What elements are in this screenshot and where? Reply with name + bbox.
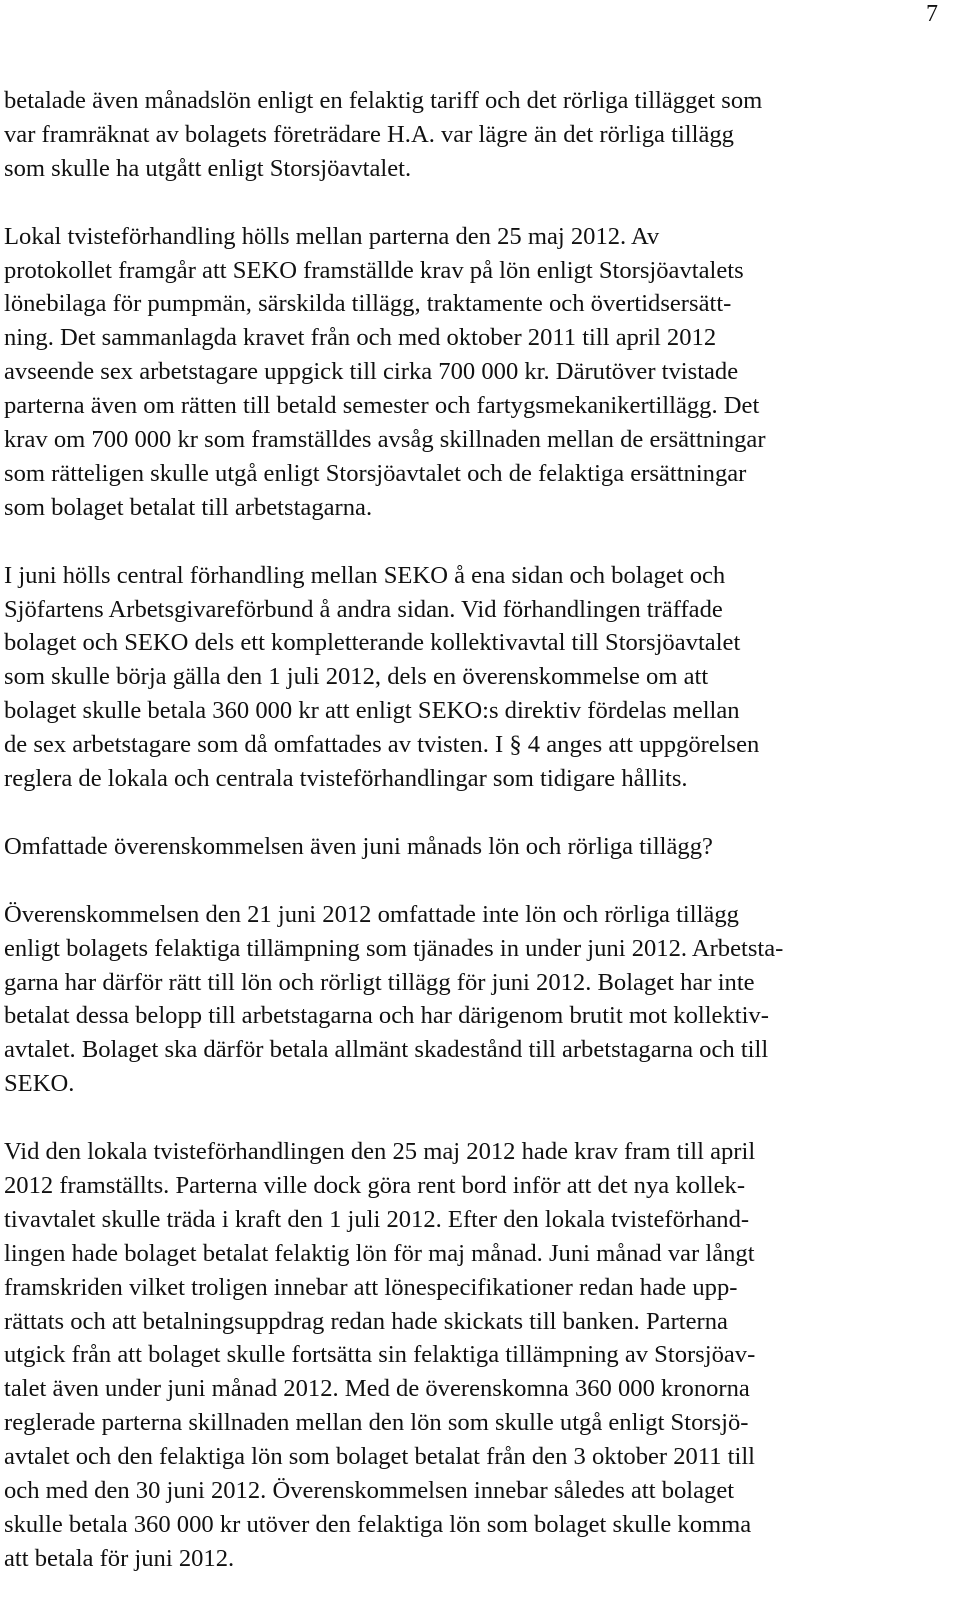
text-line: reglera de lokala och centrala tvisteförhandlingar som tidigare hållits. <box>4 765 688 793</box>
text-line: utgick från att bolaget skulle fortsätta sin felaktiga tillämpning av Storsjöav- <box>4 1341 756 1369</box>
paragraph-5 <box>4 1135 924 1576</box>
text-line: som rätteligen skulle utgå enligt Storsjöavtalet och de felaktiga ersättningar <box>4 459 747 487</box>
text-line: bolaget skulle betala 360 000 kr att enligt SEKO:s direktiv fördelas mellan <box>4 697 740 725</box>
text-line: bolaget och SEKO dels ett kompletterande kollektivavtal till Storsjöavtalet <box>4 629 741 657</box>
text-line: SEKO. <box>4 1070 75 1098</box>
text-line: protokollet framgår att SEKO framställde krav på lön enligt Storsjöavtalets <box>4 256 744 284</box>
text-line: Sjöfartens Arbetsgivareförbund å andra sidan. Vid förhandlingen träffade <box>4 595 723 623</box>
text-line: lönebilaga för pumpmän, särskilda tillägg, traktamente och övertidsersätt- <box>4 290 732 318</box>
text-line: avseende sex arbetstagare uppgick till cirka 700 000 kr. Därutöver tvistade <box>4 358 739 386</box>
text-line: garna har därför rätt till lön och rörligt tillägg för juni 2012. Bolaget har inte <box>4 968 755 996</box>
text-line: enligt bolagets felaktiga tillämpning som tjänades in under juni 2012. Arbetsta- <box>4 934 784 962</box>
document-body <box>4 84 924 1610</box>
paragraph-2 <box>4 220 924 525</box>
text-line: som skulle börja gälla den 1 juli 2012, dels en överenskommelse om att <box>4 663 709 691</box>
paragraph-4 <box>4 898 924 1101</box>
text-line: skulle betala 360 000 kr utöver den felaktiga lön som bolaget skulle komma <box>4 1510 752 1538</box>
text-line: tivavtalet skulle träda i kraft den 1 juli 2012. Efter den lokala tvisteförhand- <box>4 1205 750 1233</box>
text-line: parterna även om rätten till betald semester och fartygsmekanikertillägg. Det <box>4 392 760 420</box>
text-line: Omfattade överenskommelsen även juni månads lön och rörliga tillägg? <box>4 832 713 860</box>
text-line: betalat dessa belopp till arbetstagarna och har därigenom brutit mot kollektiv- <box>4 1002 769 1030</box>
text-line: betalade även månadslön enligt en felaktig tariff och det rörliga tillägget som <box>4 87 763 114</box>
section-question-heading <box>4 830 924 864</box>
text-line: avtalet. Bolaget ska därför betala allmänt skadestånd till arbetstagarna och till <box>4 1036 769 1064</box>
text-line: ning. Det sammanlagda kravet från och med oktober 2011 till april 2012 <box>4 324 717 352</box>
text-line: reglerade parterna skillnaden mellan den lön som skulle utgå enligt Storsjö- <box>4 1409 749 1437</box>
text-line: att betala för juni 2012. <box>4 1544 235 1572</box>
text-line: krav om 700 000 kr som framställdes avsåg skillnaden mellan de ersättningar <box>4 426 766 454</box>
text-line: som skulle ha utgått enligt Storsjöavtalet. <box>4 154 412 182</box>
text-line: talet även under juni månad 2012. Med de överenskomna 360 000 kronorna <box>4 1375 750 1403</box>
text-line: och med den 30 juni 2012. Överenskommelsen innebar således att bolaget <box>4 1477 735 1505</box>
text-line: de sex arbetstagare som då omfattades av tvisten. I § 4 anges att uppgörelsen <box>4 731 760 759</box>
text-line: som bolaget betalat till arbetstagarna. <box>4 493 373 521</box>
text-line: Lokal tvisteförhandling hölls mellan parterna den 25 maj 2012. Av <box>4 222 660 250</box>
paragraph-3 <box>4 559 924 796</box>
text-line: I juni hölls central förhandling mellan SEKO å ena sidan och bolaget och <box>4 561 726 589</box>
text-line: framskriden vilket troligen innebar att lönespecifikationer redan hade upp- <box>4 1273 738 1301</box>
page-number: 7 <box>926 1 938 27</box>
text-line: avtalet och den felaktiga lön som bolaget betalat från den 3 oktober 2011 till <box>4 1443 756 1471</box>
text-line: var framräknat av bolagets företrädare H.A. var lägre än det rörliga tillägg <box>4 120 734 148</box>
text-line: lingen hade bolaget betalat felaktig lön för maj månad. Juni månad var långt <box>4 1239 755 1267</box>
text-line: Vid den lokala tvisteförhandlingen den 25 maj 2012 hade krav fram till april <box>4 1138 756 1166</box>
text-line: Överenskommelsen den 21 juni 2012 omfattade inte lön och rörliga tillägg <box>4 900 739 928</box>
paragraph-1 <box>4 84 924 186</box>
text-line: 2012 framställts. Parterna ville dock göra rent bord inför att det nya kollek- <box>4 1171 746 1199</box>
text-line: rättats och att betalningsuppdrag redan hade skickats till banken. Parterna <box>4 1307 728 1335</box>
